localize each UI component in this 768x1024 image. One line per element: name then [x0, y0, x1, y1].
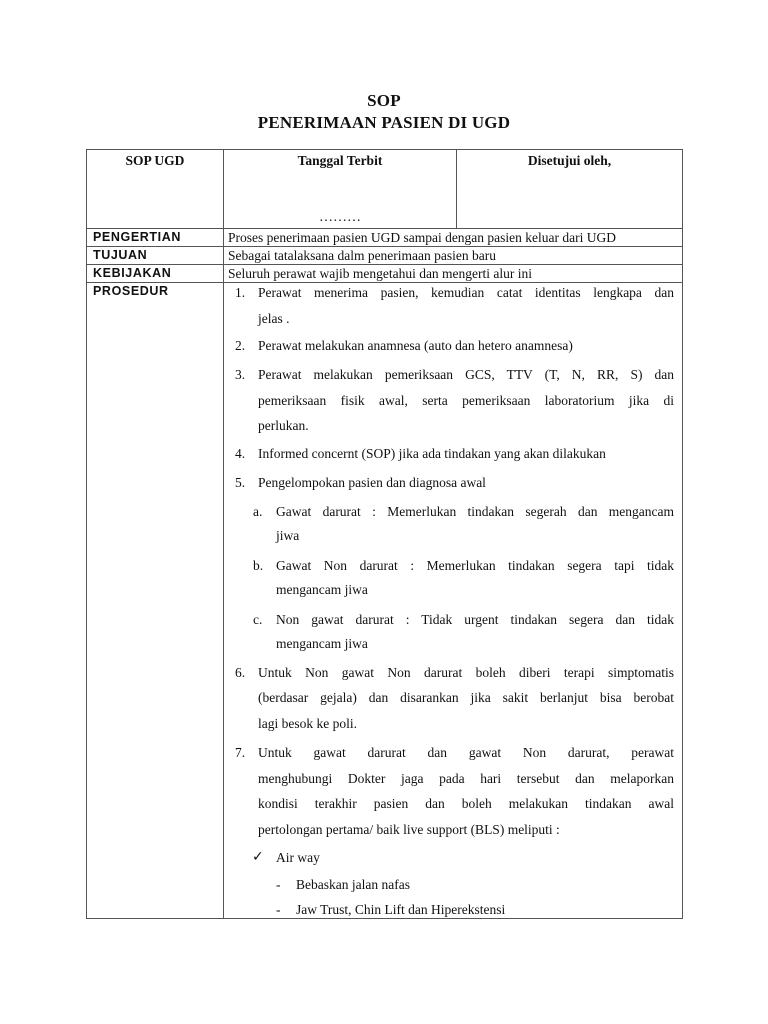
step-7-line-2: menghubungi Dokter jaga pada hari tersebut dan melaporkan	[258, 771, 674, 786]
document-subtitle: PENERIMAAN PASIEN DI UGD	[257, 113, 511, 132]
kebijakan-label: KEBIJAKAN	[87, 265, 224, 282]
step-7-line-4: pertolongan pertama/ baik live support (BLS) meliputi :	[258, 822, 560, 837]
step-5a-line-2: jiwa	[276, 528, 300, 543]
airway-heading: Air way	[276, 850, 320, 865]
step-2-number: 2.	[235, 338, 246, 353]
step-6-line-2: (berdasar gejala) dan disarankan jika sakit berlanjut bisa berobat	[258, 690, 674, 705]
step-2-line-1: Perawat melakukan anamnesa (auto dan hetero anamnesa)	[258, 338, 573, 353]
step-5c-line-1: Non gawat darurat : Tidak urgent tindakan segera dan tidak	[276, 612, 674, 627]
sop-code-cell: SOP UGD	[87, 150, 224, 228]
kebijakan-value: Seluruh perawat wajib mengetahui dan mengerti alur ini	[228, 266, 533, 281]
step-5c-line-2: mengancam jiwa	[276, 636, 368, 651]
issue-date-value: ………	[319, 210, 361, 225]
check-icon: ✓	[252, 849, 264, 865]
step-5-line-1: Pengelompokan pasien dan diagnosa awal	[258, 475, 486, 490]
tujuan-label: TUJUAN	[87, 247, 224, 264]
step-3-line-3: perlukan.	[258, 418, 309, 433]
step-3-line-1: Perawat melakukan pemeriksaan GCS, TTV (T, N, RR, S) dan	[258, 367, 674, 382]
header-table	[86, 149, 683, 229]
step-7-line-1: Untuk gawat darurat dan gawat Non darurat, perawat	[258, 745, 674, 760]
step-3-number: 3.	[235, 367, 246, 382]
prosedur-label: PROSEDUR	[87, 283, 224, 918]
dash-icon: -	[276, 902, 281, 917]
step-1-number: 1.	[235, 285, 246, 300]
pengertian-row	[86, 229, 683, 247]
step-5b-line-2: mengancam jiwa	[276, 582, 368, 597]
step-5a-letter: a.	[253, 504, 263, 519]
step-5b-letter: b.	[253, 558, 264, 573]
step-5-number: 5.	[235, 475, 246, 490]
step-5c-letter: c.	[253, 612, 263, 627]
document-title: SOP	[367, 91, 401, 110]
issue-date-label: Tanggal Terbit	[297, 153, 383, 168]
step-7-line-3: kondisi terakhir pasien dan boleh melakukan tindakan awal	[258, 796, 674, 811]
tujuan-row	[86, 247, 683, 265]
dash-icon: -	[276, 877, 281, 892]
step-1-line-2: jelas .	[258, 311, 290, 326]
step-6-line-1: Untuk Non gawat Non darurat boleh diberi terapi simptomatis	[258, 665, 674, 680]
step-3-line-2: pemeriksaan fisik awal, serta pemeriksaan laboratorium jika di	[258, 393, 674, 408]
kebijakan-row	[86, 265, 683, 283]
step-4-number: 4.	[235, 446, 246, 461]
pengertian-value: Proses penerimaan pasien UGD sampai dengan pasien keluar dari UGD	[228, 230, 617, 245]
airway-item-1: Bebaskan jalan nafas	[296, 877, 410, 892]
step-4-line-1: Informed concernt (SOP) jika ada tindakan yang akan dilakukan	[258, 446, 606, 461]
airway-item-2: Jaw Trust, Chin Lift dan Hiperekstensi	[296, 902, 506, 917]
step-6-line-3: lagi besok ke poli.	[258, 716, 357, 731]
step-5a-line-1: Gawat darurat : Memerlukan tindakan segerah dan mengancam	[276, 504, 674, 519]
pengertian-label: PENGERTIAN	[87, 229, 224, 246]
step-6-number: 6.	[235, 665, 246, 680]
step-5b-line-1: Gawat Non darurat : Memerlukan tindakan segera tapi tidak	[276, 558, 674, 573]
step-7-number: 7.	[235, 745, 246, 760]
issue-date-cell	[224, 150, 457, 228]
approved-by-cell: Disetujui oleh,	[527, 153, 612, 168]
tujuan-value: Sebagai tatalaksana dalm penerimaan pasien baru	[228, 248, 497, 263]
step-1-line-1: Perawat menerima pasien, kemudian catat identitas lengkapa dan	[258, 285, 674, 300]
